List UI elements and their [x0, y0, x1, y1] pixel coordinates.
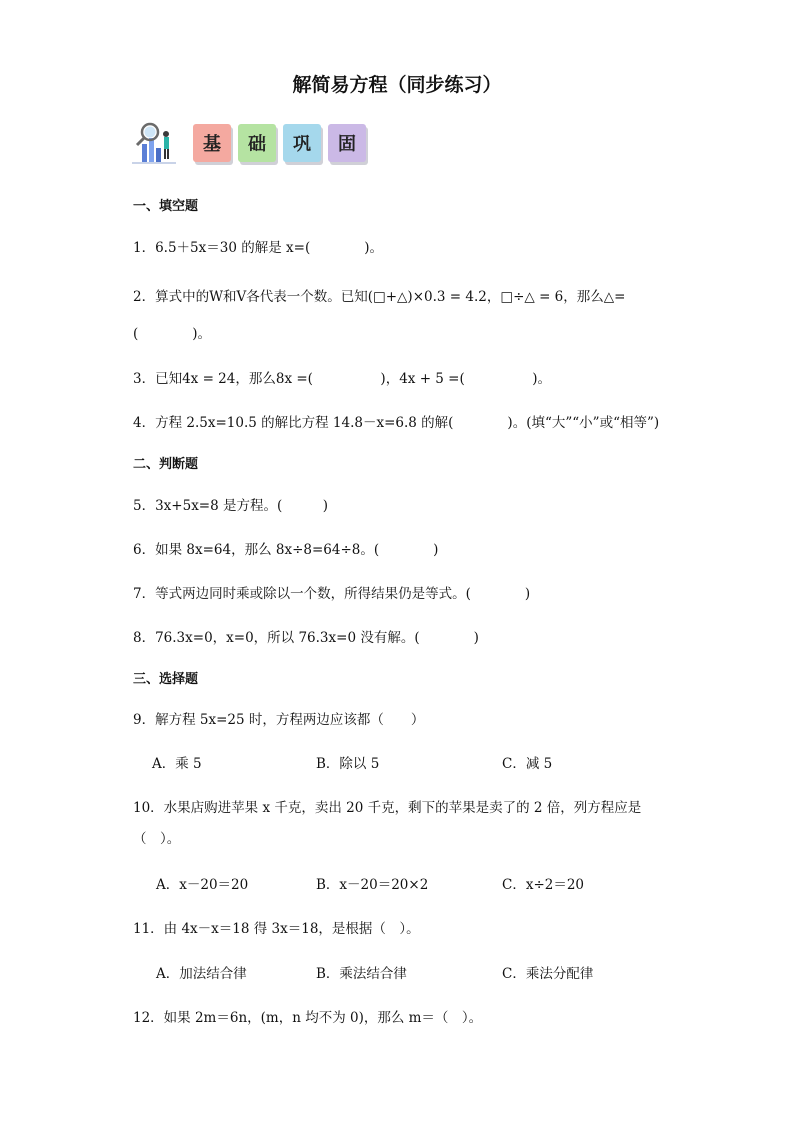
question-11-option-c: C．乘法分配律: [502, 966, 594, 982]
section-heading-true-false: 二、判断题: [133, 457, 199, 472]
question-2-line1: 2．算式中的W和V各代表一个数。已知(□+△)×0.3 = 4.2，□÷△ = 6，那么△=: [133, 289, 626, 305]
question-2-line2: ( )。: [133, 326, 212, 342]
banner-tile-chu: 础: [238, 124, 276, 162]
question-8: 8．76.3x=0，x=0，所以 76.3x=0 没有解。( ): [133, 630, 479, 646]
question-12: 12．如果 2m＝6n，(m，n 均不为 0)，那么 m＝（ ）。: [133, 1010, 483, 1026]
question-9-option-c: C．减 5: [502, 756, 553, 772]
page-title: 解简易方程（同步练习）: [292, 74, 502, 96]
question-9: 9．解方程 5x=25 时，方程两边应该都（ ）: [133, 712, 425, 728]
question-4: 4．方程 2.5x=10.5 的解比方程 14.8－x=6.8 的解( )。(填“大”“小”或“相等”): [133, 415, 660, 431]
question-10-option-c: C．x÷2＝20: [502, 877, 585, 893]
section-heading-multiple-choice: 三、选择题: [133, 672, 199, 687]
question-5: 5．3x+5x=8 是方程。( ): [133, 498, 329, 514]
question-11: 11．由 4x－x＝18 得 3x＝18，是根据（ ）。: [133, 921, 420, 937]
banner-tile-gong: 巩: [283, 124, 321, 162]
banner-tile-ji: 基: [193, 124, 231, 162]
question-11-option-a: A．加法结合律: [156, 966, 247, 982]
question-7: 7．等式两边同时乘或除以一个数，所得结果仍是等式。( ): [133, 586, 531, 602]
question-11-option-b: B．乘法结合律: [316, 966, 407, 982]
magnifier-chart-icon: [132, 120, 180, 168]
question-10-option-b: B．x－20＝20×2: [316, 877, 429, 893]
question-10-line1: 10．水果店购进苹果 x 千克，卖出 20 千克，剩下的苹果是卖了的 2 倍，列方程应是: [133, 800, 642, 816]
question-9-option-b: B．除以 5: [316, 756, 380, 772]
section-heading-fill-blank: 一、填空题: [133, 199, 199, 214]
question-6: 6．如果 8x=64，那么 8x÷8=64÷8。( ): [133, 542, 439, 558]
question-10-line2: （ ）。: [133, 831, 181, 847]
question-10-option-a: A．x－20＝20: [156, 877, 249, 893]
question-3: 3．已知4x = 24，那么8x =( )，4x + 5 =( )。: [133, 371, 552, 387]
question-9-option-a: A．乘 5: [152, 756, 202, 772]
question-1: 1．6.5＋5x＝30 的解是 x=( )。: [133, 240, 383, 256]
banner-tile-gu: 固: [328, 124, 366, 162]
